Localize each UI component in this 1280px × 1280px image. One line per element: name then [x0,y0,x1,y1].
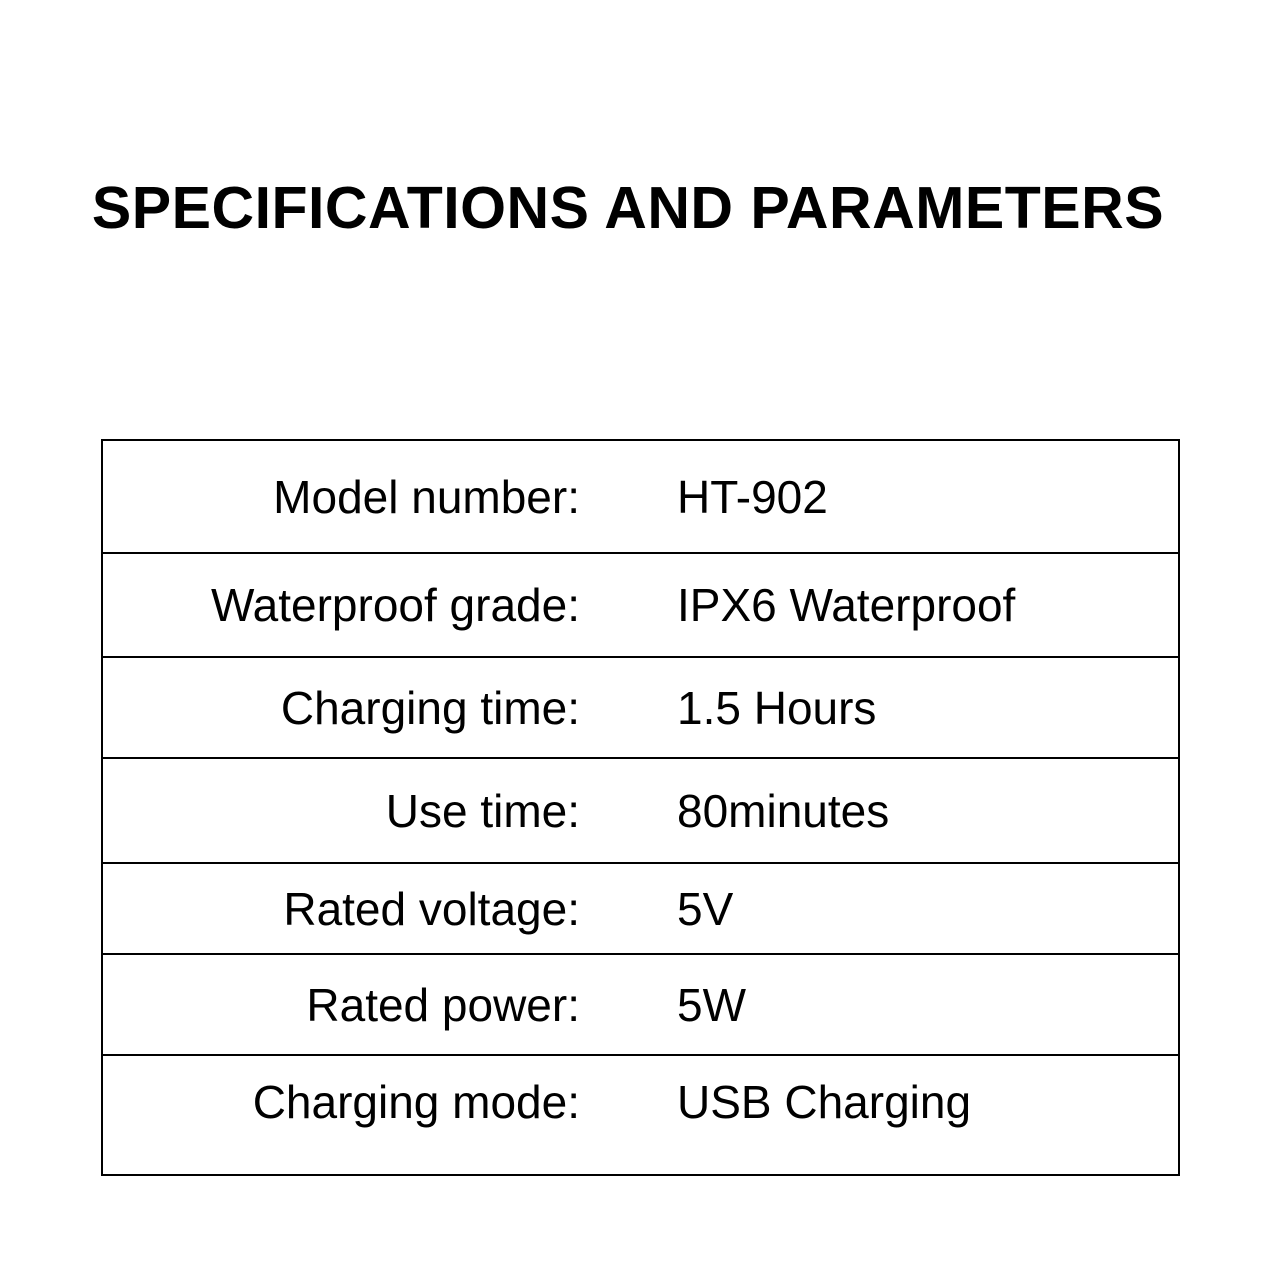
spec-value: HT-902 [677,470,828,523]
spec-table [101,439,1180,1176]
spec-label: Charging mode: [252,1076,580,1128]
spec-value: 1.5 Hours [677,681,877,734]
spec-label: Use time: [385,784,580,837]
spec-value: 5V [677,882,734,935]
spec-label: Model number: [273,470,580,523]
spec-value: IPX6 Waterproof [677,579,1016,631]
spec-value: 80minutes [677,784,890,837]
spec-value: 5W [677,978,746,1031]
spec-label: Waterproof grade: [210,579,580,631]
spec-row-use-time [103,759,1178,864]
spec-row-waterproof-grade [103,554,1178,658]
page-title: SPECIFICATIONS AND PARAMETERS [91,175,1165,241]
spec-row-rated-voltage [103,864,1178,955]
spec-row-charging-time [103,658,1178,759]
spec-row-rated-power [103,955,1178,1056]
spec-row-charging-mode [103,1056,1178,1174]
spec-label: Rated voltage: [283,882,580,935]
spec-row-model-number [103,441,1178,554]
spec-value: USB Charging [677,1076,972,1128]
spec-label: Charging time: [280,681,580,734]
spec-label: Rated power: [306,978,580,1031]
